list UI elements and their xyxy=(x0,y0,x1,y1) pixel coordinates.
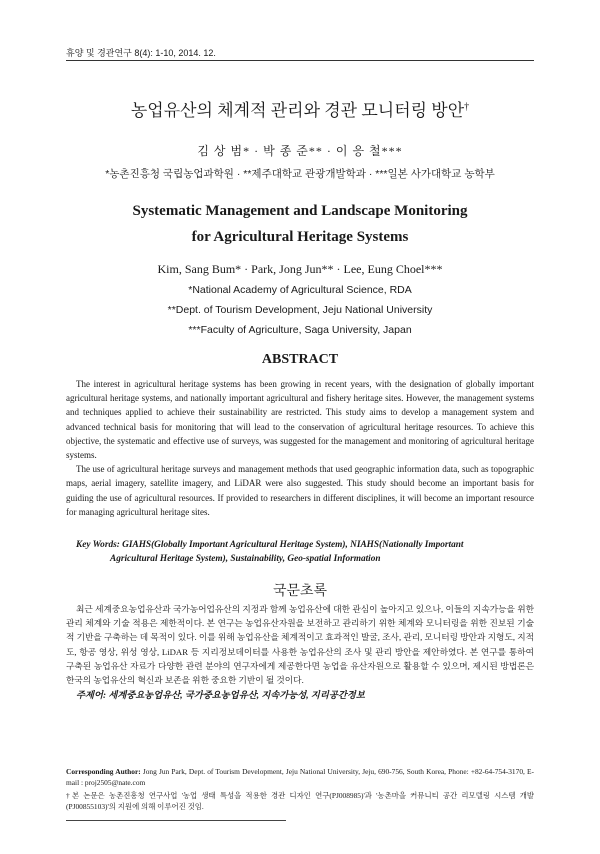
abstract-paragraph-1: The interest in agricultural heritage systems has been growing in recent years, with the designation of globally important agricultural heritage systems, and nationally important agricultural and fishery heritage sites. However, the management systems and techniques applied to achieve their sustainability are restricted. This study aims to develop a management system and advanced technical basis for monitoring that will lead to the conservation of agricultural heritage resources. To achieve this objective, the systematic and effective use of surveys, was suggested for the management and monitoring of agricultural heritage systems. xyxy=(66,379,534,461)
abstract-body xyxy=(66,377,534,519)
korean-authors: 김 상 범* · 박 종 준** · 이 응 철*** xyxy=(197,144,403,158)
journal-citation: 휴양 및 경관연구 8(4): 1-10, 2014. 12. xyxy=(66,48,216,58)
abstract-heading: ABSTRACT xyxy=(261,352,339,367)
corresponding-author-text: Jong Jun Park, Dept. of Tourism Development, Jeju National University, Jeju, 690-756, South Korea, Phone: +82-64-754-3170, E-mail : proj2505@nate.com xyxy=(66,767,534,787)
corresponding-author xyxy=(66,766,534,788)
english-keywords xyxy=(76,538,530,566)
korean-abstract-body xyxy=(66,602,534,687)
keywords-line-2: Agricultural Heritage System), Sustainability, Geo-spatial Information xyxy=(110,554,381,564)
korean-abstract-heading: 국문초록 xyxy=(272,584,328,599)
keywords-label: Key Words: xyxy=(76,540,120,550)
korean-keywords xyxy=(76,687,530,701)
english-affiliation-2: **Dept. of Tourism Development, Jeju National University xyxy=(167,304,433,316)
korean-keywords-text: 세계중요농업유산, 국가중요농업유산, 지속가능성, 지리공간정보 xyxy=(108,691,365,701)
abstract-paragraph-2: The use of agricultural heritage surveys and management methods that used geographic information data, such as topographic maps, aerial imagery, satellite imagery, and LiDAR were also suggested. This study should become an important basis for guiding the use of agricultural resources. If provided to researchers in different disciplines, it will become an important resource for managing agricultural heritage sites. xyxy=(66,464,534,517)
english-affiliations xyxy=(40,280,560,340)
korean-abstract-paragraph: 최근 세계중요농업유산과 국가농어업유산의 지정과 함께 농업유산에 대한 관심이 높아지고 있으나, 이들의 지속가능을 위한 관리 체계와 기술 적용은 제한적이다. 본 연구는 농업유산자원을 보전하고 관리하기 위한 체계와 모니터링을 위한 진보된 기술적 기반을 구축하는 데 목적이 있다. 이를 위해 농업유산을 체계적이고 효과적인 발굴, 조사, 관리, 모니터링 방안과 지형도, 지적도, 항공 영상, 위성 영상, LiDAR 등 지리정보데이터를 사용한 농업유산의 조사 및 관리 방안을 제안하였다. 본 연구를 통하여 구축된 농업유산 자료가 다양한 관련 분야의 연구자에게 제공한다면 농업을 유산자원으로 활용할 수 있으며, 제시된 방법론은 한국의 농업유산의 혁신과 보존을 위한 중요한 기반이 될 것이다. xyxy=(66,604,534,686)
korean-keywords-label: 주제어: xyxy=(76,691,107,701)
english-title-line-1: Systematic Management and Landscape Monitoring xyxy=(132,203,468,219)
english-title-line-2: for Agricultural Heritage Systems xyxy=(191,229,409,245)
funding-footnote: †본 논문은 농촌진흥청 연구사업 '농업 생태 특성을 적용한 경관 디자인 연구(PJ008985)'과 '농촌마을 커뮤니티 공간 리모델링 시스템 개발(PJ00855103)'의 지원에 의해 이루어진 것임. xyxy=(66,791,534,811)
footnote-rule xyxy=(66,820,286,821)
keywords-line-1: GIAHS(Globally Important Agricultural Heritage System), NIAHS(Nationally Important xyxy=(122,540,464,550)
korean-title-text: 농업유산의 체계적 관리와 경관 모니터링 방안 xyxy=(130,101,465,120)
english-authors: Kim, Sang Bum* · Park, Jong Jun** · Lee, Eung Choel*** xyxy=(157,262,443,276)
english-affiliation-3: ***Faculty of Agriculture, Saga University, Japan xyxy=(188,324,412,336)
korean-affiliations: *농촌진흥청 국립농업과학원 · **제주대학교 관광개발학과 · ***일본 사가대학교 농학부 xyxy=(105,168,495,180)
title-footnote-mark: † xyxy=(464,101,470,113)
english-title xyxy=(40,198,560,250)
corresponding-author-label: Corresponding Author: xyxy=(66,767,141,776)
korean-title xyxy=(40,96,560,121)
header-rule xyxy=(66,60,534,61)
english-affiliation-1: *National Academy of Agricultural Science, RDA xyxy=(188,284,412,296)
